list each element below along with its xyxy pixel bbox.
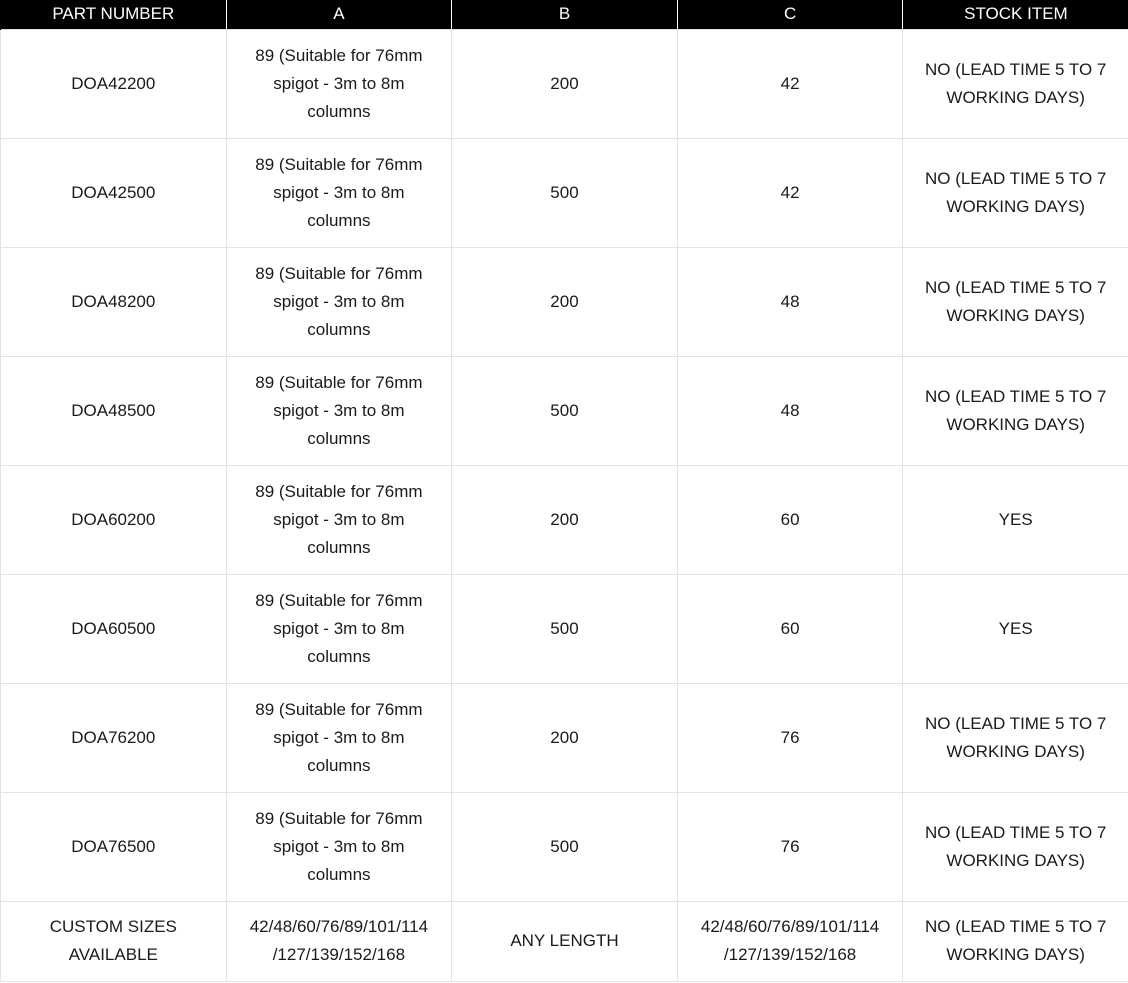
table-row	[1, 356, 1128, 465]
part-number-cell: DOA60500	[1, 574, 227, 683]
table-row	[1, 247, 1128, 356]
a-cell: 89 (Suitable for 76mm spigot - 3m to 8m columns	[226, 465, 452, 574]
part-number-cell: DOA76200	[1, 683, 227, 792]
c-cell: 48	[677, 247, 903, 356]
a-cell: 89 (Suitable for 76mm spigot - 3m to 8m columns	[226, 356, 452, 465]
part-number-cell: DOA48200	[1, 247, 227, 356]
part-number-cell: CUSTOM SIZES AVAILABLE	[1, 901, 227, 981]
b-cell: 200	[452, 29, 678, 138]
part-number-cell: DOA60200	[1, 465, 227, 574]
header-part-number: PART NUMBER	[1, 0, 227, 29]
c-cell: 48	[677, 356, 903, 465]
header-b: B	[452, 0, 678, 29]
a-cell: 89 (Suitable for 76mm spigot - 3m to 8m columns	[226, 29, 452, 138]
table-row	[1, 465, 1128, 574]
stock-item-cell: NO (LEAD TIME 5 TO 7 WORKING DAYS)	[903, 792, 1128, 901]
table-row	[1, 29, 1128, 138]
b-cell: 200	[452, 247, 678, 356]
b-cell: 200	[452, 465, 678, 574]
table-row	[1, 792, 1128, 901]
stock-item-cell: NO (LEAD TIME 5 TO 7 WORKING DAYS)	[903, 29, 1128, 138]
stock-item-cell: NO (LEAD TIME 5 TO 7 WORKING DAYS)	[903, 901, 1128, 981]
table-row	[1, 683, 1128, 792]
b-cell: 200	[452, 683, 678, 792]
a-cell: 89 (Suitable for 76mm spigot - 3m to 8m columns	[226, 574, 452, 683]
b-cell: 500	[452, 356, 678, 465]
table-row	[1, 574, 1128, 683]
a-cell: 89 (Suitable for 76mm spigot - 3m to 8m columns	[226, 792, 452, 901]
b-cell: 500	[452, 138, 678, 247]
a-cell: 89 (Suitable for 76mm spigot - 3m to 8m columns	[226, 247, 452, 356]
stock-item-cell: NO (LEAD TIME 5 TO 7 WORKING DAYS)	[903, 138, 1128, 247]
a-cell: 89 (Suitable for 76mm spigot - 3m to 8m columns	[226, 683, 452, 792]
a-cell: 42/48/60/76/89/101/114 /127/139/152/168	[226, 901, 452, 981]
header-a: A	[226, 0, 452, 29]
part-number-cell: DOA48500	[1, 356, 227, 465]
a-cell: 89 (Suitable for 76mm spigot - 3m to 8m columns	[226, 138, 452, 247]
c-cell: 76	[677, 792, 903, 901]
part-number-cell: DOA42500	[1, 138, 227, 247]
header-stock-item: STOCK ITEM	[903, 0, 1128, 29]
part-number-cell: DOA76500	[1, 792, 227, 901]
stock-item-cell: NO (LEAD TIME 5 TO 7 WORKING DAYS)	[903, 356, 1128, 465]
c-cell: 42/48/60/76/89/101/114 /127/139/152/168	[677, 901, 903, 981]
stock-item-cell: YES	[903, 574, 1128, 683]
stock-item-cell: NO (LEAD TIME 5 TO 7 WORKING DAYS)	[903, 247, 1128, 356]
b-cell: ANY LENGTH	[452, 901, 678, 981]
stock-item-cell: YES	[903, 465, 1128, 574]
c-cell: 60	[677, 465, 903, 574]
c-cell: 42	[677, 138, 903, 247]
part-number-cell: DOA42200	[1, 29, 227, 138]
c-cell: 42	[677, 29, 903, 138]
b-cell: 500	[452, 574, 678, 683]
c-cell: 76	[677, 683, 903, 792]
stock-item-cell: NO (LEAD TIME 5 TO 7 WORKING DAYS)	[903, 683, 1128, 792]
header-row	[1, 0, 1128, 29]
table-row-custom-sizes	[1, 901, 1128, 981]
table-row	[1, 138, 1128, 247]
b-cell: 500	[452, 792, 678, 901]
header-c: C	[677, 0, 903, 29]
c-cell: 60	[677, 574, 903, 683]
